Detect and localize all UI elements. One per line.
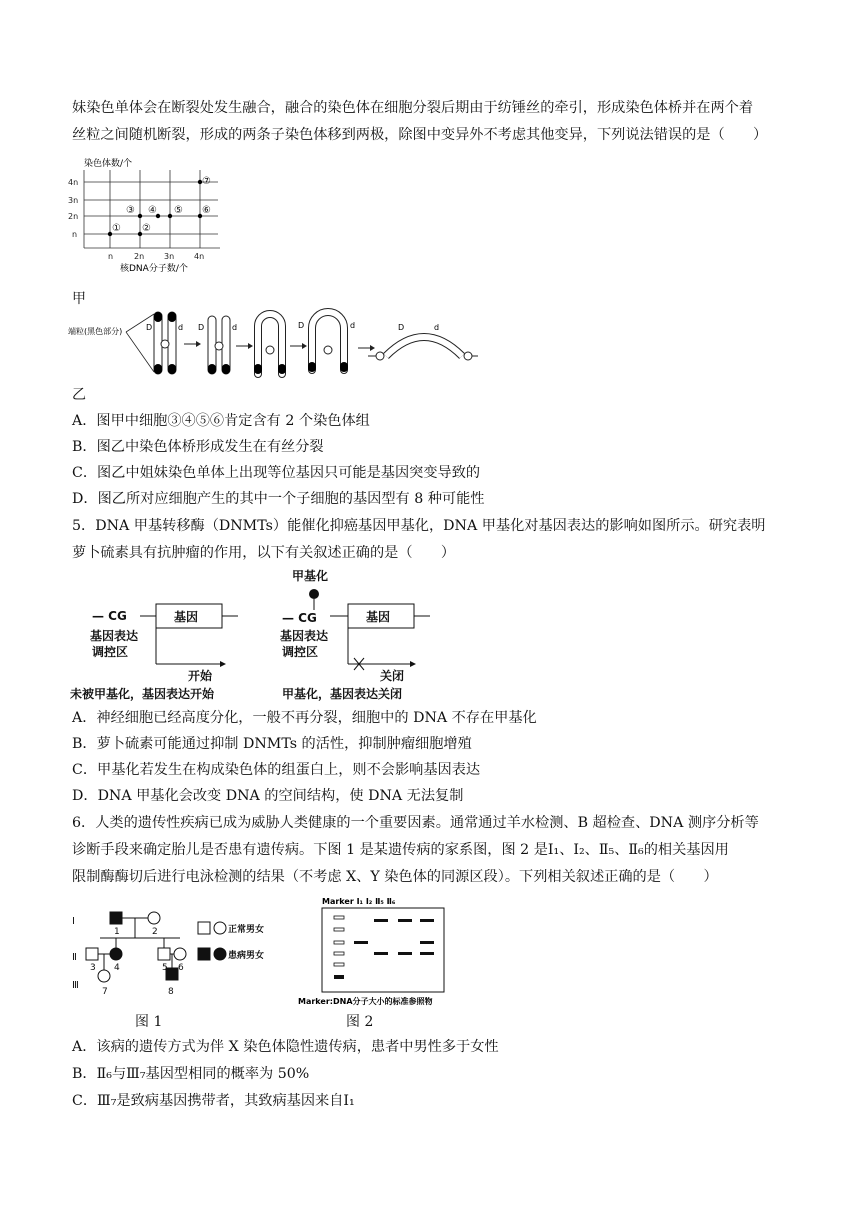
ytick-4n: 4n [68, 178, 79, 187]
xtick-3n: 3n [164, 252, 175, 261]
q6-pedigree-figure [68, 898, 290, 1006]
q5-line-1: 5．DNA 甲基转移酶（DNMTs）能催化抑癌基因甲基化，DNA 甲基化对基因表达的影响如图所示。研究表明 [72, 518, 766, 534]
q5-line-2: 萝卜硫素具有抗肿瘤的作用，以下有关叙述正确的是（ ） [72, 545, 456, 561]
xtick-n: n [108, 252, 114, 261]
q6-option-a: A．该病的遗传方式为伴 X 染色体隐性遗传病，患者中男性多于女性 [72, 1039, 499, 1055]
point-1: ① [112, 223, 121, 234]
q5-region-left-1: 基因表达 [90, 629, 139, 643]
pedigree-id-7: 7 [102, 987, 108, 997]
point-6: ⑥ [202, 205, 211, 216]
q4-option-d: D．图乙所对应细胞产生的其中一个子细胞的基因型有 8 种可能性 [72, 491, 485, 507]
q4-option-b: B．图乙中染色体桥形成发生在有丝分裂 [72, 439, 324, 455]
q5-methylation-label: 甲基化 [292, 569, 329, 583]
pedigree-id-2: 2 [152, 927, 158, 937]
q6-line-1: 6．人类的遗传性疾病已成为威胁人类健康的一个重要因素。通常通过羊水检测、B 超检查、DNA 测序分析等 [72, 815, 759, 831]
q6-line-3: 限制酶酶切后进行电泳检测的结果（不考虑 X、Y 染色体的同源区段）。下列相关叙述正确的是（ ） [72, 869, 718, 885]
figure-jia-plot [68, 156, 228, 274]
point-2: ② [142, 223, 151, 234]
point-4: ④ [148, 205, 157, 216]
q5-option-d: D．DNA 甲基化会改变 DNA 的空间结构，使 DNA 无法复制 [72, 788, 464, 804]
figure-yi-label: 乙 [72, 387, 86, 403]
figure-jia-ylabel: 染色体数/个 [84, 159, 133, 169]
pedigree-id-8: 8 [168, 987, 174, 997]
legend-affected: 患病男女 [228, 951, 265, 961]
fig1-caption: 图 1 [135, 1014, 163, 1030]
q6-option-c: C．Ⅲ₇是致病基因携带者，其致病基因来自Ⅰ₁ [72, 1093, 355, 1109]
pedigree-id-5: 5 [162, 963, 168, 973]
q6-line-2: 诊断手段来确定胎儿是否患有遗传病。下图 1 是某遗传病的家系图，图 2 是Ⅰ₁、Ⅰ₂、Ⅱ₅、Ⅱ₆的相关基因用 [72, 842, 729, 858]
q5-gene-left: 基因 [174, 610, 199, 624]
q5-off: 关闭 [380, 669, 405, 683]
allele-d-2: d [232, 323, 238, 332]
q4-option-c: C．图乙中姐妹染色单体上出现等位基因只可能是基因突变导致的 [72, 465, 481, 481]
q5-region-left-2: 调控区 [92, 645, 129, 659]
figure-jia-label: 甲 [72, 291, 86, 307]
q5-cg-right: — CG [282, 611, 317, 625]
allele-D-5: D [398, 323, 405, 332]
q4-intro-line-1: 妹染色单体会在断裂处发生融合，融合的染色体在细胞分裂后期由于纺锤丝的牵引，形成染色体桥并在两个着 [72, 100, 754, 116]
allele-D-4: D [298, 321, 305, 330]
point-3: ③ [126, 205, 135, 216]
allele-d-5: d [434, 323, 440, 332]
q5-methylation-figure [70, 566, 470, 702]
pedigree-id-3: 3 [90, 963, 96, 973]
gel-footnote: Marker:DNA分子大小的标准参照物 [298, 997, 433, 1006]
q5-option-b: B．萝卜硫素可能通过抑制 DNMTs 的活性，抑制肿瘤细胞增殖 [72, 736, 472, 752]
ytick-3n: 3n [68, 196, 79, 205]
q4-intro-line-2: 丝粒之间随机断裂，形成的两条子染色体移到两极，除图中变异外不考虑其他变异，下列说法错误的是（ ） [72, 127, 768, 143]
gen-III: Ⅲ [72, 980, 79, 991]
pedigree-id-6: 6 [178, 963, 184, 973]
telomere-label: 端粒(黑色部分) [68, 327, 123, 336]
xtick-4n: 4n [194, 252, 205, 261]
q5-region-right-2: 调控区 [282, 645, 319, 659]
q6-option-b: B．Ⅱ₆与Ⅲ₇基因型相同的概率为 50% [72, 1066, 310, 1082]
allele-D-2: D [198, 323, 205, 332]
q5-cg-left: — CG [92, 609, 127, 623]
figure-yi-diagram [68, 308, 478, 380]
pedigree-id-4: 4 [114, 963, 120, 973]
allele-d-4: d [350, 321, 356, 330]
q5-caption-right: 甲基化，基因表达关闭 [282, 687, 403, 701]
xtick-2n: 2n [134, 252, 145, 261]
gen-I: Ⅰ [72, 916, 75, 927]
gel-header: Marker Ⅰ₁ Ⅰ₂ Ⅱ₅ Ⅱ₆ [322, 897, 396, 906]
pedigree-id-1: 1 [114, 927, 120, 937]
q5-region-right-1: 基因表达 [280, 629, 329, 643]
ytick-2n: 2n [68, 212, 79, 221]
point-7: ⑦ [202, 176, 211, 187]
q4-option-a: A．图甲中细胞③④⑤⑥肯定含有 2 个染色体组 [72, 413, 370, 429]
ytick-n: n [72, 230, 78, 239]
fig2-caption: 图 2 [346, 1014, 374, 1030]
gen-II: Ⅱ [72, 952, 77, 963]
figure-jia-xlabel: 核DNA分子数/个 [120, 264, 188, 274]
q5-caption-left: 未被甲基化，基因表达开始 [70, 687, 215, 701]
q5-option-a: A．神经细胞已经高度分化，一般不再分裂，细胞中的 DNA 不存在甲基化 [72, 710, 537, 726]
point-5: ⑤ [174, 205, 183, 216]
q5-start: 开始 [188, 669, 213, 683]
legend-normal: 正常男女 [228, 925, 265, 935]
q5-gene-right: 基因 [366, 610, 391, 624]
q5-option-c: C．甲基化若发生在构成染色体的组蛋白上，则不会影响基因表达 [72, 762, 481, 778]
allele-d-1: d [178, 323, 184, 332]
allele-D-1: D [146, 323, 153, 332]
q6-electrophoresis-figure [296, 894, 480, 1006]
